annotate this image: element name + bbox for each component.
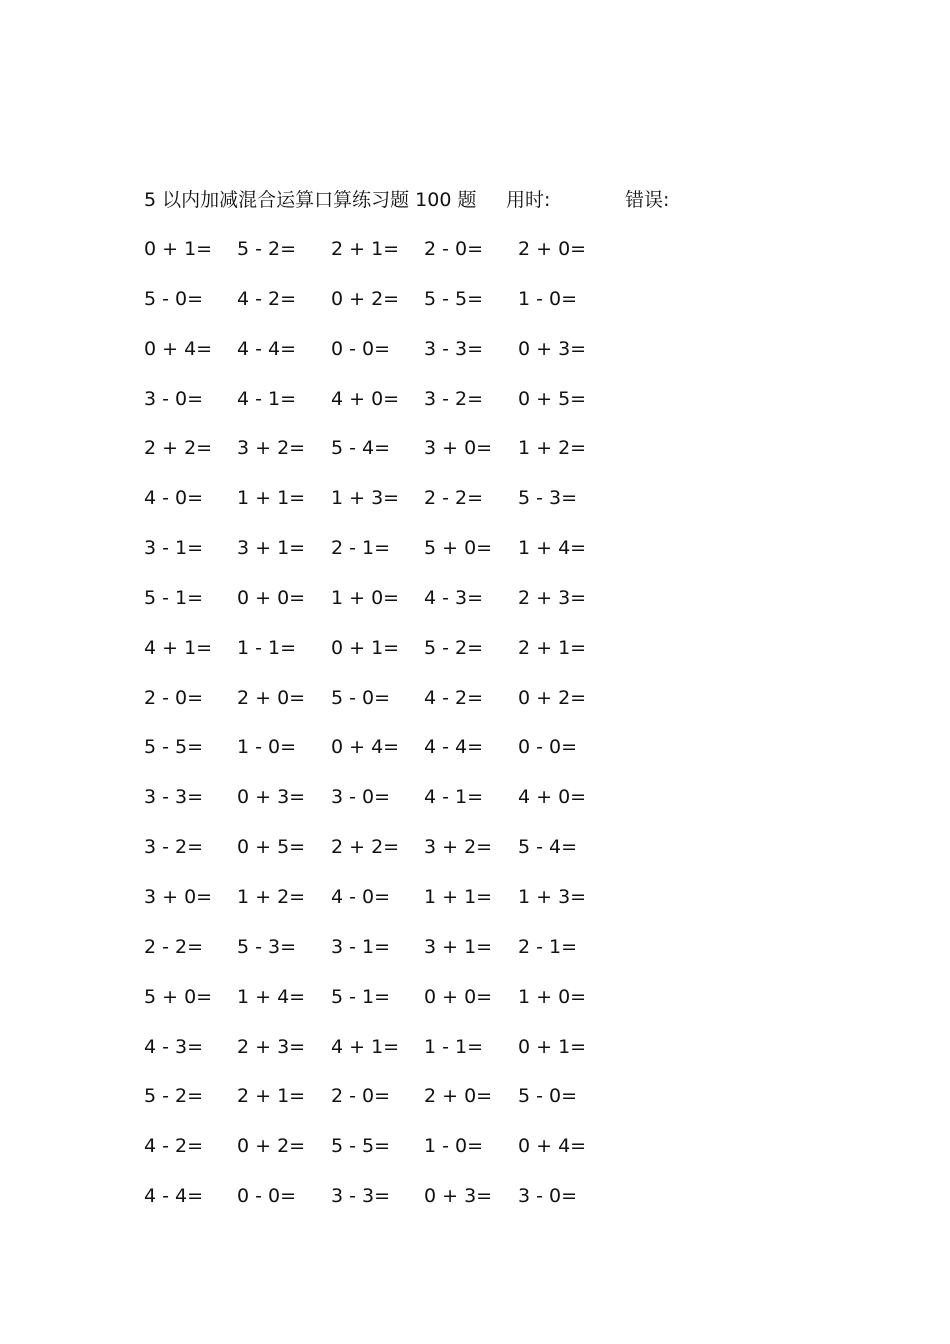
arithmetic-problem: 4 - 4= <box>144 1185 204 1208</box>
arithmetic-problem: 5 - 2= <box>424 636 484 659</box>
arithmetic-problem: 0 + 1= <box>331 636 400 659</box>
arithmetic-problem: 5 - 5= <box>424 287 484 310</box>
arithmetic-problem: 5 - 0= <box>144 287 204 310</box>
arithmetic-problem: 3 - 3= <box>331 1185 391 1208</box>
arithmetic-problem: 0 + 3= <box>237 786 306 809</box>
arithmetic-problem: 4 - 0= <box>144 487 204 510</box>
arithmetic-problem: 1 - 1= <box>424 1035 484 1058</box>
arithmetic-problem: 3 - 0= <box>331 786 391 809</box>
arithmetic-problem: 3 + 0= <box>144 885 213 908</box>
arithmetic-problem: 0 + 0= <box>237 586 306 609</box>
arithmetic-problem: 4 - 0= <box>331 885 391 908</box>
arithmetic-problem: 5 - 0= <box>518 1085 578 1108</box>
arithmetic-problem: 2 - 0= <box>424 238 484 260</box>
arithmetic-problem: 1 + 2= <box>237 885 306 908</box>
arithmetic-problem: 2 - 0= <box>144 686 204 709</box>
arithmetic-problem: 2 - 1= <box>331 537 391 560</box>
arithmetic-problem: 2 + 2= <box>331 836 400 859</box>
arithmetic-problem: 0 - 0= <box>518 736 578 759</box>
arithmetic-problem: 1 + 1= <box>237 487 306 510</box>
arithmetic-problem: 3 - 2= <box>144 836 204 859</box>
time-used-label: 用时: <box>506 189 551 211</box>
arithmetic-problem: 5 - 2= <box>237 238 297 260</box>
arithmetic-problem: 3 - 1= <box>331 935 391 958</box>
arithmetic-problem: 2 - 1= <box>518 935 578 958</box>
arithmetic-problem: 5 - 4= <box>331 437 391 460</box>
arithmetic-problem: 4 + 1= <box>144 636 213 659</box>
arithmetic-problem: 0 + 3= <box>518 337 587 360</box>
arithmetic-problem: 1 + 3= <box>518 885 587 908</box>
arithmetic-problem: 3 - 1= <box>144 537 204 560</box>
arithmetic-problem: 1 + 0= <box>518 985 587 1008</box>
worksheet-title: 5 以内加减混合运算口算练习题 100 题 <box>144 189 477 211</box>
arithmetic-problem: 1 + 4= <box>518 537 587 560</box>
arithmetic-problem: 4 - 2= <box>144 1135 204 1158</box>
arithmetic-problem: 0 - 0= <box>237 1185 297 1208</box>
arithmetic-problem: 2 - 2= <box>144 935 204 958</box>
arithmetic-problem: 3 + 2= <box>237 437 306 460</box>
arithmetic-problem: 1 - 0= <box>424 1135 484 1158</box>
arithmetic-problem: 5 + 0= <box>144 985 213 1008</box>
arithmetic-problem: 0 + 2= <box>518 686 587 709</box>
arithmetic-problem: 1 - 0= <box>237 736 297 759</box>
arithmetic-problem: 5 - 5= <box>331 1135 391 1158</box>
arithmetic-problem: 4 - 4= <box>424 736 484 759</box>
arithmetic-problem: 2 + 2= <box>144 437 213 460</box>
arithmetic-problem: 5 - 3= <box>518 487 578 510</box>
arithmetic-problem: 1 + 4= <box>237 985 306 1008</box>
arithmetic-problem: 1 + 0= <box>331 586 400 609</box>
arithmetic-problem: 3 - 0= <box>518 1185 578 1208</box>
arithmetic-problem: 5 - 4= <box>518 836 578 859</box>
arithmetic-problem: 0 + 2= <box>237 1135 306 1158</box>
arithmetic-problem: 5 - 1= <box>331 985 391 1008</box>
arithmetic-problem: 0 + 3= <box>424 1185 493 1208</box>
arithmetic-problem: 4 - 2= <box>237 287 297 310</box>
arithmetic-problem: 4 - 3= <box>144 1035 204 1058</box>
arithmetic-problem: 3 - 0= <box>144 387 204 410</box>
arithmetic-problem: 0 + 2= <box>331 287 400 310</box>
arithmetic-problem: 3 - 3= <box>424 337 484 360</box>
arithmetic-problem: 4 + 0= <box>518 786 587 809</box>
arithmetic-problem: 2 + 0= <box>518 238 587 260</box>
arithmetic-problem: 0 + 0= <box>424 985 493 1008</box>
error-count-label: 错误: <box>625 189 670 211</box>
arithmetic-problem: 0 + 1= <box>144 238 213 260</box>
arithmetic-problem: 4 - 1= <box>237 387 297 410</box>
arithmetic-problem: 2 - 2= <box>424 487 484 510</box>
arithmetic-problem: 4 - 4= <box>237 337 297 360</box>
arithmetic-problem: 0 + 4= <box>144 337 213 360</box>
arithmetic-problem: 4 + 0= <box>331 387 400 410</box>
arithmetic-problem: 5 - 0= <box>331 686 391 709</box>
arithmetic-problem: 1 + 1= <box>424 885 493 908</box>
arithmetic-problem: 2 + 3= <box>237 1035 306 1058</box>
arithmetic-problem: 2 + 0= <box>424 1085 493 1108</box>
arithmetic-problem: 3 + 1= <box>237 537 306 560</box>
arithmetic-problem: 0 + 1= <box>518 1035 587 1058</box>
arithmetic-problem: 0 + 4= <box>518 1135 587 1158</box>
arithmetic-problem: 4 - 1= <box>424 786 484 809</box>
arithmetic-problem: 3 - 2= <box>424 387 484 410</box>
arithmetic-problem: 2 + 1= <box>331 238 400 260</box>
arithmetic-problem: 4 - 3= <box>424 586 484 609</box>
arithmetic-problem: 1 + 3= <box>331 487 400 510</box>
arithmetic-problem: 2 + 0= <box>237 686 306 709</box>
arithmetic-problem: 4 + 1= <box>331 1035 400 1058</box>
arithmetic-problem: 2 + 3= <box>518 586 587 609</box>
arithmetic-problem: 5 - 2= <box>144 1085 204 1108</box>
arithmetic-problem: 1 - 1= <box>237 636 297 659</box>
arithmetic-problem: 2 + 1= <box>518 636 587 659</box>
arithmetic-problem: 2 - 0= <box>331 1085 391 1108</box>
arithmetic-problem: 0 - 0= <box>331 337 391 360</box>
arithmetic-problem: 3 + 1= <box>424 935 493 958</box>
arithmetic-problem: 1 + 2= <box>518 437 587 460</box>
arithmetic-problem: 4 - 2= <box>424 686 484 709</box>
arithmetic-problem: 3 - 3= <box>144 786 204 809</box>
arithmetic-problem: 5 + 0= <box>424 537 493 560</box>
worksheet-header <box>144 186 844 214</box>
arithmetic-problem: 2 + 1= <box>237 1085 306 1108</box>
arithmetic-problem: 1 - 0= <box>518 287 578 310</box>
arithmetic-problem: 3 + 2= <box>424 836 493 859</box>
arithmetic-problem: 0 + 4= <box>331 736 400 759</box>
arithmetic-problem: 5 - 1= <box>144 586 204 609</box>
arithmetic-problem: 5 - 5= <box>144 736 204 759</box>
arithmetic-problem: 0 + 5= <box>237 836 306 859</box>
arithmetic-problem: 5 - 3= <box>237 935 297 958</box>
arithmetic-problem: 0 + 5= <box>518 387 587 410</box>
arithmetic-problem: 3 + 0= <box>424 437 493 460</box>
